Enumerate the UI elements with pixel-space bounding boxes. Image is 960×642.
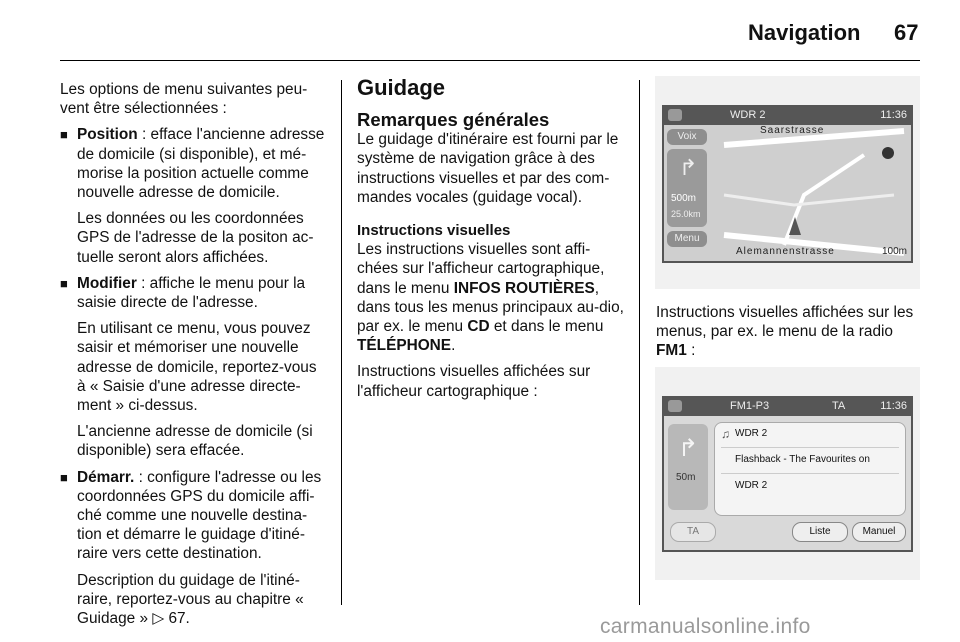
- intro-text: Les options de menu suivantes peu-vent être sélectionnées :: [60, 81, 308, 118]
- radio-info-panel: [714, 422, 906, 516]
- sub-text-1: Les données ou les coordonnées GPS de l'adresse de la positon ac-tuelle seront alors affichées.: [77, 210, 314, 266]
- info-line-1: WDR 2: [735, 428, 768, 439]
- section-heading: Guidage: [357, 75, 446, 100]
- page-number: 67: [894, 20, 919, 45]
- music-note-icon: ♫: [721, 427, 730, 441]
- street-bottom: Alemannenstrasse: [736, 246, 835, 257]
- watermark: carmanualsonline.info: [600, 615, 811, 638]
- visual-instructions-paragraph: Les instructions visuelles sont affi-chées sur l'afficheur cartographique, dans le menu INFOS ROUTIÈRES, dans tous les menus principaux au-dio, par ex. le menu CD et dans le menu TÉLÉPHONE.: [357, 241, 624, 355]
- turn-arrow-icon: ↱: [679, 155, 698, 180]
- sub-text-3: L'ancienne adresse de domicile (si disponible) sera effacée.: [77, 423, 313, 460]
- info-line-3: WDR 2: [735, 480, 768, 491]
- page-reference[interactable]: 67.: [168, 610, 190, 628]
- reference-arrow-icon: ▷: [152, 610, 165, 628]
- info-separator-2: [721, 473, 899, 474]
- column-divider-1: [341, 80, 342, 605]
- menu-button[interactable]: Menu: [667, 231, 707, 247]
- ta-button[interactable]: TA: [670, 522, 716, 542]
- left-column: [60, 80, 326, 635]
- street-top: Saarstrasse: [760, 125, 825, 136]
- scale-label: 100m: [881, 246, 907, 257]
- radio-maneuver-distance: 50m: [676, 472, 696, 483]
- middle-column: [357, 75, 625, 408]
- info-line-2: Flashback - The Favourites on: [735, 454, 870, 465]
- map-display-paragraph: Instructions visuelles affichées sur l'afficheur cartographique :: [357, 363, 591, 400]
- radio-screen-figure: [655, 367, 920, 580]
- visual-instructions-heading: Instructions visuelles: [357, 222, 511, 240]
- page-title: Navigation: [748, 20, 861, 45]
- radio-screen: [662, 396, 913, 552]
- radio-maneuver-panel: [668, 424, 708, 510]
- turn-arrow-icon: ↱: [678, 435, 699, 462]
- maneuver-distance: 500m: [671, 193, 697, 204]
- map-screen: [662, 105, 913, 263]
- list-item-modifier: ■ Modifier : affiche le menu pour la saisie directe de l'adresse.: [60, 274, 326, 312]
- maneuver-panel: [667, 149, 707, 227]
- map-top-bar: [664, 107, 911, 125]
- manuel-button[interactable]: Manuel: [852, 522, 906, 542]
- header-rule: [60, 60, 920, 61]
- column-divider-2: [639, 80, 640, 605]
- map-time: 11:36: [880, 109, 907, 121]
- map-screen-figure: [655, 76, 920, 289]
- radio-station: FM1-P3: [730, 400, 770, 412]
- subsection-heading: Remarques générales: [357, 109, 550, 131]
- home-icon: [668, 400, 682, 412]
- sub-text-2: En utilisant ce menu, vous pouvez saisir et mémoriser une nouvelle adresse de domicile, reportez-vous à « Saisie d'une adresse directe-ment » ci-dessus.: [77, 320, 317, 415]
- liste-button[interactable]: Liste: [792, 522, 848, 542]
- radio-time: 11:36: [880, 400, 907, 412]
- map-station: WDR 2: [730, 109, 766, 121]
- home-icon: [668, 109, 682, 121]
- info-separator-1: [721, 447, 899, 448]
- compass-icon: [882, 147, 894, 159]
- sub-text-4: Description du guidage de l'itiné-raire, reportez-vous au chapitre « Guidage » ▷ 67.: [77, 571, 304, 628]
- general-paragraph: Le guidage d'itinéraire est fourni par le système de navigation grâce à des instructions visuelles et par des com-mandes vocales (guidage vocal).: [357, 131, 619, 206]
- radio-top-bar: [664, 398, 911, 416]
- radio-caption: Instructions visuelles affichées sur les menus, par ex. le menu de la radio FM1 :: [656, 304, 914, 360]
- voix-button[interactable]: Voix: [667, 129, 707, 145]
- list-item-position: ■ Position : efface l'ancienne adresse de domicile (si disponible), et mé-morise la position actuelle comme nouvelle adresse de domicile.: [60, 125, 326, 202]
- remaining-distance: 25.0km: [671, 209, 701, 219]
- ta-indicator: TA: [832, 400, 846, 412]
- list-item-demarr: ■ Démarr. : configure l'adresse ou les coordonnées GPS du domicile affi-ché comme une nouvelle destina-tion et démarre le guidage d'itiné-raire vers cette destination.: [60, 468, 326, 564]
